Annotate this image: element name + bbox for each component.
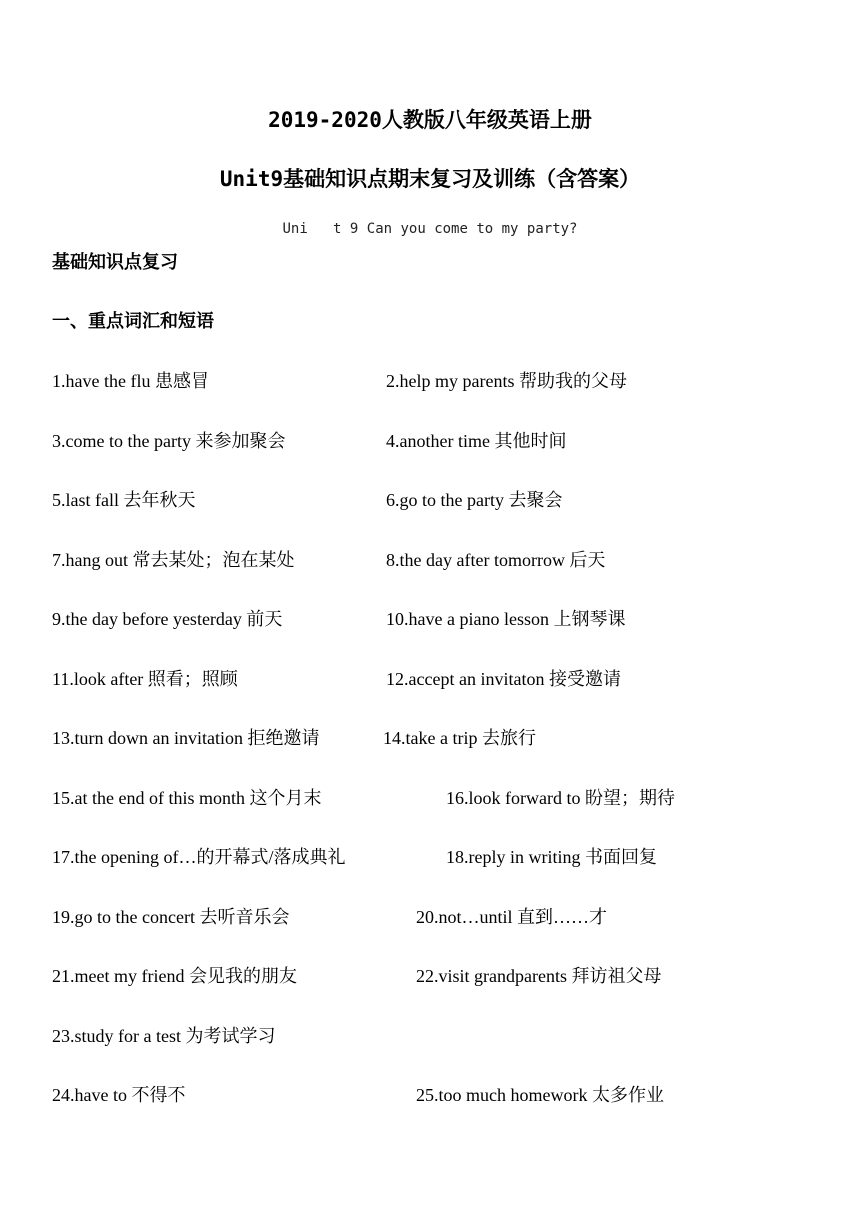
phrase-item: 4.another time 其他时间 (386, 431, 567, 451)
phrase-item: 5.last fall 去年秋天 (52, 490, 196, 510)
phrase-item: 11.look after 照看；照顾 (52, 669, 238, 689)
phrase-item: 16.look forward to 盼望；期待 (446, 788, 675, 808)
unit-subtitle: Uni t 9 Can you come to my party? (282, 221, 578, 237)
document-title-line2: Unit9基础知识点期末复习及训练（含答案） (219, 167, 641, 191)
phrase-item: 2.help my parents 帮助我的父母 (386, 371, 627, 391)
phrase-item: 14.take a trip 去旅行 (383, 728, 536, 748)
document-title-line1: 2019-2020人教版八年级英语上册 (268, 108, 592, 132)
phrase-item: 12.accept an invitaton 接受邀请 (386, 669, 621, 689)
phrase-item: 15.at the end of this month 这个月末 (52, 788, 322, 808)
phrase-item: 9.the day before yesterday 前天 (52, 609, 283, 629)
phrase-item: 19.go to the concert 去听音乐会 (52, 907, 290, 927)
phrase-item: 10.have a piano lesson 上钢琴课 (386, 609, 626, 629)
phrase-item: 7.hang out 常去某处；泡在某处 (52, 550, 295, 570)
section-heading: 基础知识点复习 (52, 252, 178, 273)
phrase-item: 22.visit grandparents 拜访祖父母 (416, 966, 662, 986)
phrase-item: 17.the opening of…的开幕式/落成典礼 (52, 847, 346, 867)
phrase-item: 18.reply in writing 书面回复 (446, 847, 657, 867)
phrase-item: 25.too much homework 太多作业 (416, 1085, 664, 1105)
phrase-item: 6.go to the party 去聚会 (386, 490, 563, 510)
phrase-item: 20.not…until 直到……才 (416, 907, 608, 927)
phrase-item: 13.turn down an invitation 拒绝邀请 (52, 728, 320, 748)
phrase-item: 24.have to 不得不 (52, 1085, 186, 1105)
phrase-item: 8.the day after tomorrow 后天 (386, 550, 606, 570)
subsection-heading: 一、重点词汇和短语 (52, 311, 214, 332)
phrase-item: 1.have the flu 患感冒 (52, 371, 209, 391)
phrase-item: 3.come to the party 来参加聚会 (52, 431, 286, 451)
phrase-item: 21.meet my friend 会见我的朋友 (52, 966, 297, 986)
phrase-item: 23.study for a test 为考试学习 (52, 1026, 276, 1046)
